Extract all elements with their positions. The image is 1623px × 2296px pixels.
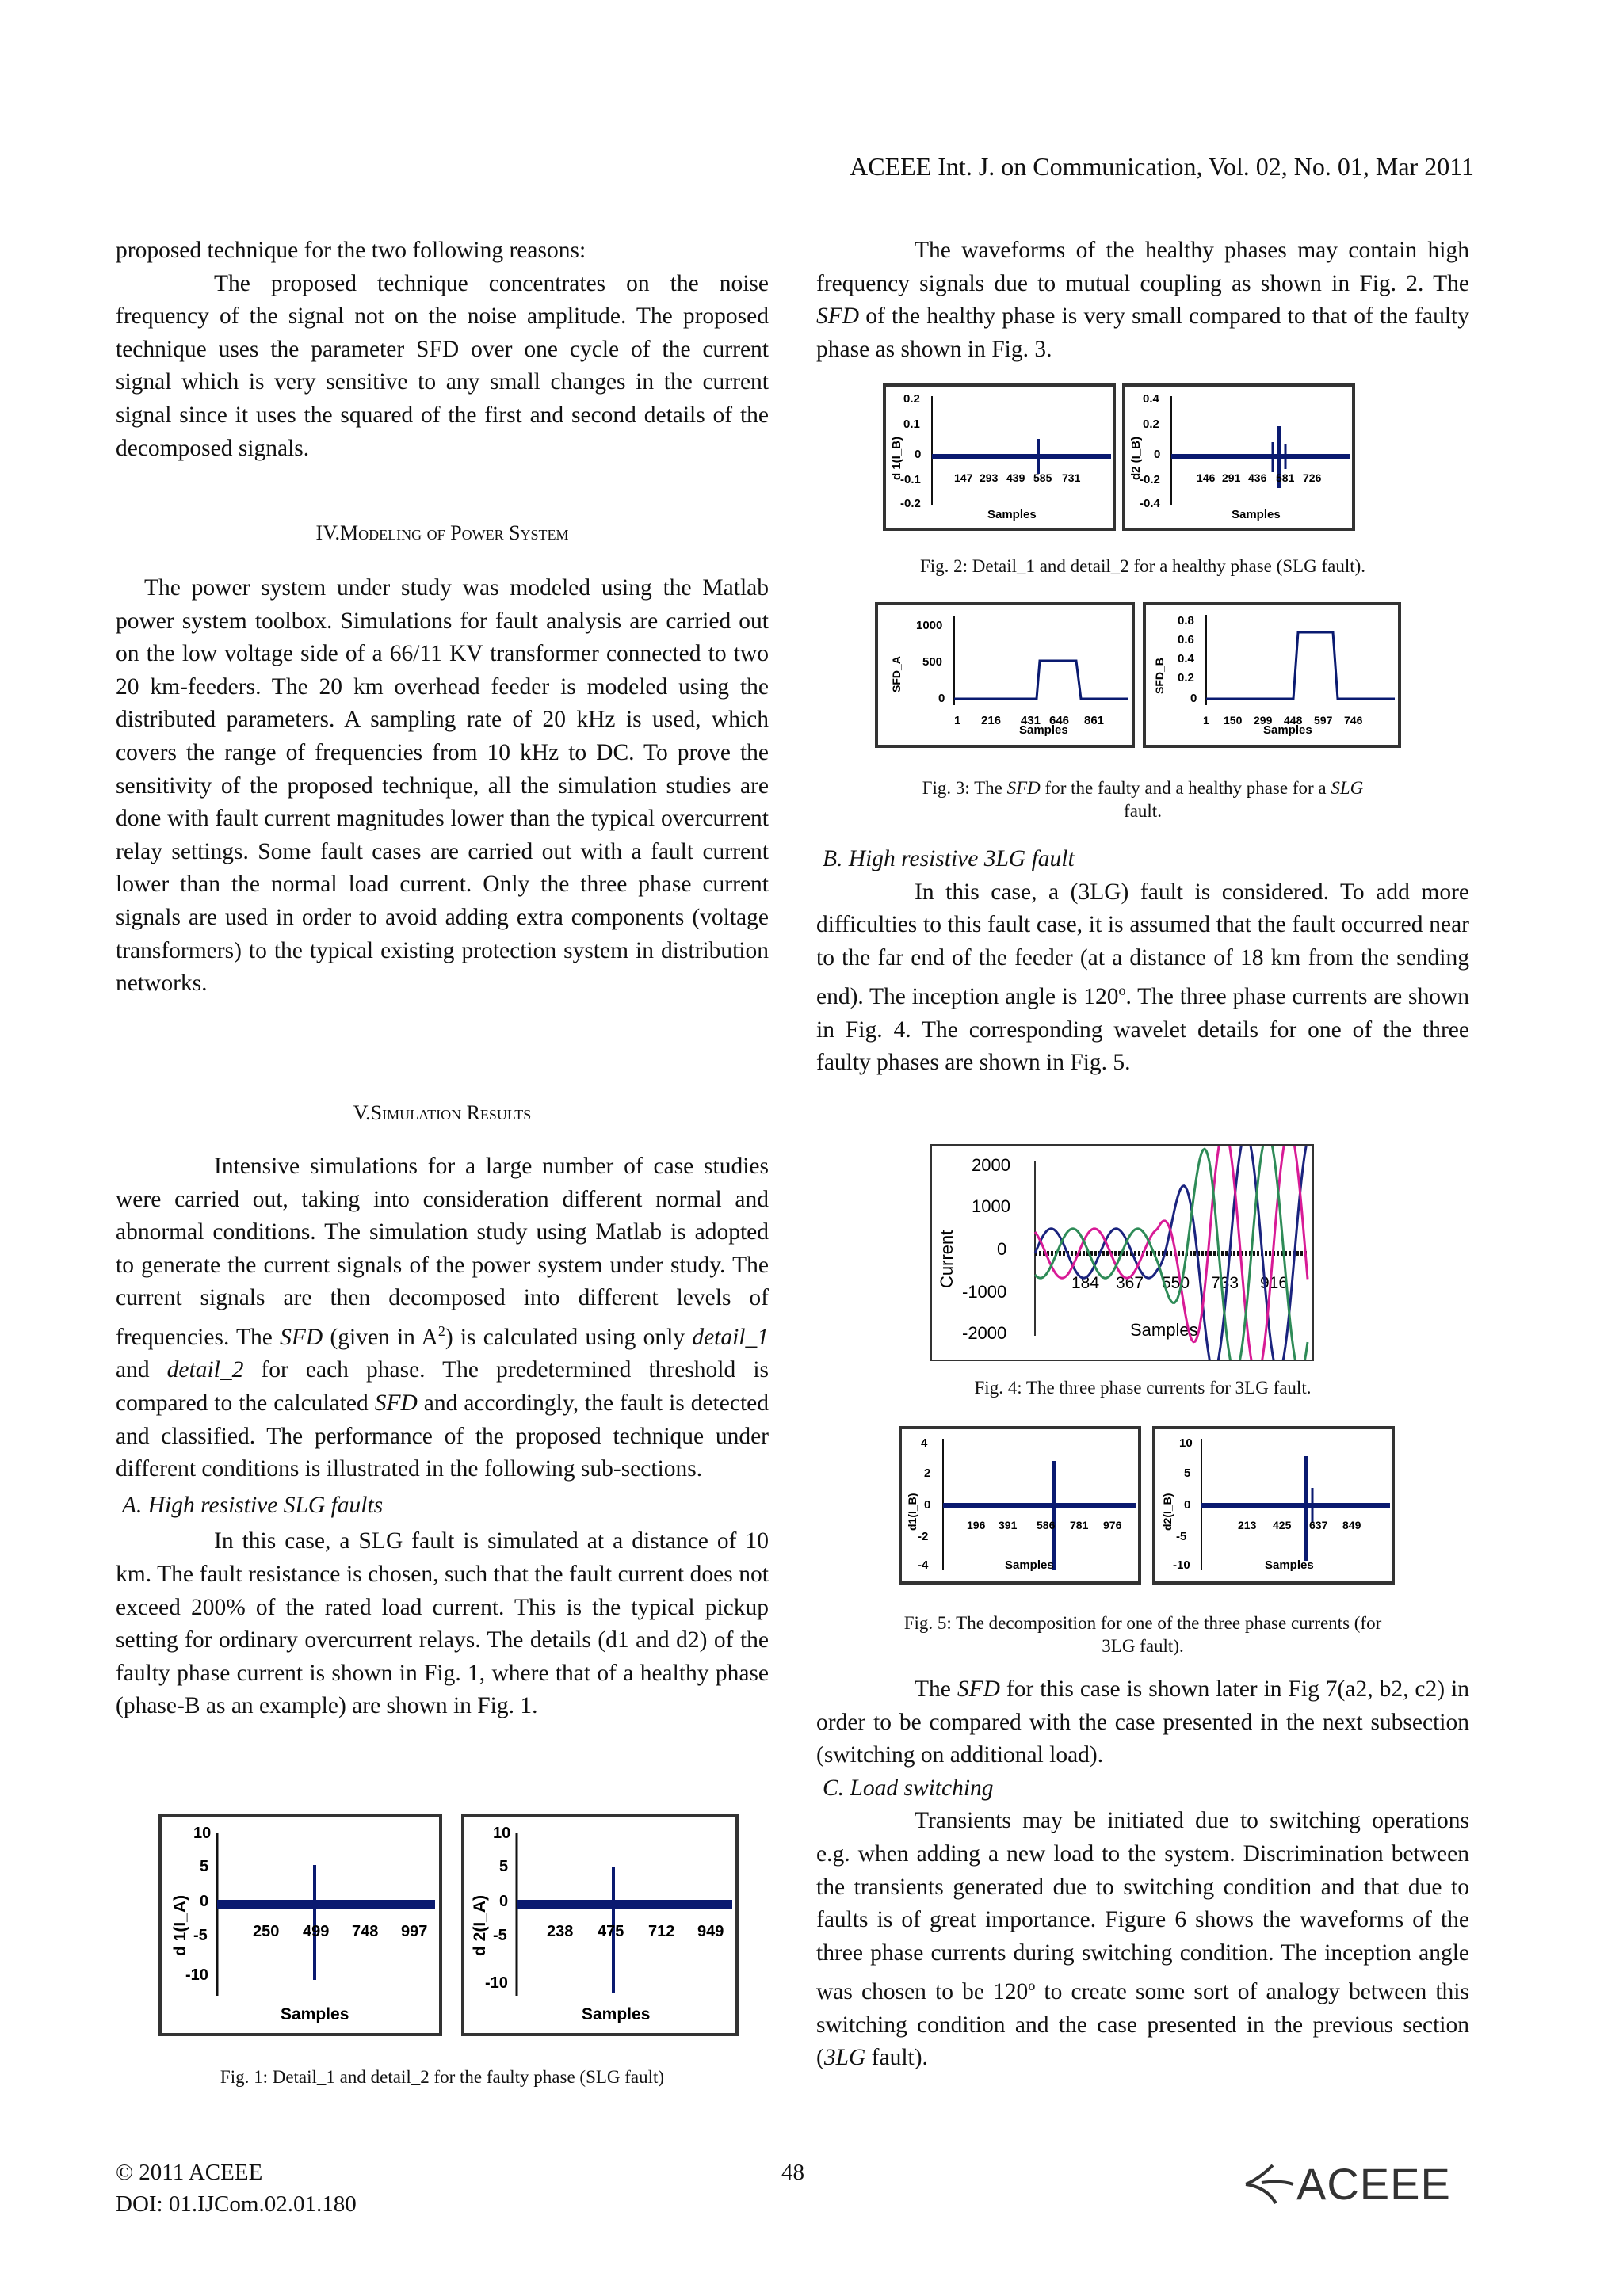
- fig1-caption: Fig. 1: Detail_1 and detail_2 for the faulty phase (SLG fault): [220, 2067, 665, 2087]
- fig4-plot: [932, 1146, 1312, 1360]
- svg-text:SFD_A: SFD_A: [890, 656, 903, 692]
- fig2a-plot: [886, 387, 1113, 528]
- svg-text:238: 238: [547, 1923, 574, 1940]
- fig1b-plot: [464, 1817, 735, 2033]
- svg-text:Samples: Samples: [1265, 1558, 1314, 1572]
- signal-trace: [1201, 1503, 1390, 1508]
- svg-text:0: 0: [499, 1893, 509, 1910]
- svg-text:-0.4: -0.4: [1140, 497, 1160, 510]
- svg-text:0.2: 0.2: [1178, 671, 1194, 685]
- svg-text:0.2: 0.2: [1143, 418, 1159, 431]
- svg-text:781: 781: [1070, 1519, 1089, 1531]
- left-column-block2: [116, 572, 769, 1001]
- svg-text:Samples: Samples: [987, 508, 1037, 521]
- svg-text:436: 436: [1248, 471, 1267, 484]
- xtick: 367: [1116, 1274, 1144, 1292]
- svg-text:861: 861: [1084, 714, 1105, 727]
- svg-text:d1(I_B): d1(I_B): [906, 1493, 918, 1531]
- fig2b-plot: [1125, 387, 1352, 528]
- fig1a-plot: [162, 1817, 439, 2033]
- svg-text:637: 637: [1309, 1519, 1328, 1531]
- fig3a-plot: [878, 605, 1132, 745]
- svg-text:10: 10: [1179, 1436, 1193, 1450]
- journal-header: ACEEE Int. J. on Communication, Vol. 02, No. 01, Mar 2011: [850, 152, 1474, 181]
- aceee-logo: [1241, 2160, 1451, 2207]
- fig5-caption: Fig. 5: The decomposition for one of the three phase currents (for 3LG fault).: [903, 1613, 1382, 1656]
- fig2-panel-b: [1122, 383, 1355, 531]
- svg-text:Samples: Samples: [281, 2005, 349, 2023]
- svg-text:746: 746: [1344, 714, 1363, 727]
- svg-text:SFD_B: SFD_B: [1153, 658, 1166, 694]
- fig1-panel-a: [158, 1814, 442, 2036]
- svg-text:10: 10: [193, 1825, 212, 1842]
- fig3-panel-a: [875, 602, 1135, 748]
- svg-text:d 1(I_A): d 1(I_A): [171, 1894, 189, 1956]
- svg-text:-10: -10: [485, 1974, 508, 1992]
- ytick: 2000: [972, 1155, 1010, 1175]
- svg-text:712: 712: [648, 1923, 675, 1940]
- svg-text:0.1: 0.1: [903, 418, 920, 431]
- svg-text:299: 299: [1254, 714, 1273, 727]
- x-axis-label: Samples: [1130, 1320, 1198, 1340]
- sfd-trace: [1206, 632, 1395, 699]
- svg-text:391: 391: [999, 1519, 1018, 1531]
- svg-text:0: 0: [1184, 1498, 1191, 1512]
- svg-text:0: 0: [1190, 692, 1197, 705]
- subsection-heading: C. Load switching: [823, 1775, 994, 1801]
- fig5b-plot: [1155, 1429, 1392, 1581]
- xtick: 184: [1071, 1274, 1100, 1292]
- svg-text:5: 5: [1184, 1466, 1191, 1480]
- right-column-block3: [816, 1673, 1469, 2075]
- svg-text:646: 646: [1049, 714, 1070, 727]
- svg-text:-5: -5: [493, 1927, 507, 1944]
- svg-text:0: 0: [200, 1893, 209, 1910]
- svg-text:Samples: Samples: [1019, 723, 1068, 737]
- right-column: [816, 235, 1469, 366]
- ytick: -1000: [962, 1282, 1007, 1302]
- fig3-panel-b: [1143, 602, 1401, 748]
- paragraph: The proposed technique concentrates on the noise frequency of the signal not on the noise amplitude. The proposed technique uses the parameter SFD over one cycle of the current signal which is very sensitive to any small changes in the current signal since it uses the squared of the first and second details of the decomposed signals.: [116, 270, 769, 461]
- svg-text:1: 1: [1203, 714, 1209, 727]
- svg-text:-10: -10: [185, 1966, 208, 1984]
- svg-text:500: 500: [922, 655, 943, 669]
- left-column-block3: [116, 1150, 769, 1723]
- signal-trace: [517, 1900, 732, 1909]
- paragraph: The SFD for this case is shown later in Fig 7(a2, b2, c2) in order to be compared with the case presented in the next subsection (switching on additional load).: [816, 1676, 1469, 1768]
- svg-text:748: 748: [352, 1923, 379, 1940]
- copyright: © 2011 ACEEE: [116, 2160, 263, 2185]
- svg-text:731: 731: [1062, 471, 1081, 484]
- paragraph: The waveforms of the healthy phases may contain high frequency signals due to mutual coupling as shown in Fig. 2. The SFD of the healthy phase is very small compared to that of the faulty phase as shown in Fig. 3.: [816, 238, 1469, 362]
- signal-trace: [217, 1900, 435, 1909]
- paragraph: proposed technique for the two following reasons:: [116, 238, 586, 263]
- svg-text:147: 147: [954, 471, 973, 484]
- paragraph: Intensive simulations for a large number of case studies were carried out, taking into consideration different normal and abnormal conditions. The simulation study using Matlab is adopted to generate the current signals of the power system under study. The current signals are then decomposed into different levels of frequencies. The SFD (given in $A^2$) is calculated using only detail_1 and detail_2 for each phase. The predetermined threshold is compared to the calculated SFD and accordingly, the fault is detected and classified. The performance of the proposed technique under different conditions is illustrated in the following sub-sections.: [116, 1154, 769, 1482]
- svg-text:-2: -2: [918, 1530, 929, 1543]
- svg-text:-5: -5: [1176, 1530, 1187, 1543]
- signal-trace: [1171, 454, 1350, 459]
- xtick: 550: [1162, 1274, 1190, 1292]
- svg-text:Samples: Samples: [1005, 1558, 1054, 1572]
- svg-text:250: 250: [253, 1923, 280, 1940]
- fig5-panel-b: [1152, 1426, 1395, 1585]
- signal-trace: [932, 454, 1111, 459]
- signal-trace: [943, 1503, 1136, 1508]
- svg-text:Samples: Samples: [1232, 508, 1281, 521]
- logo-text: ACEEE: [1296, 2158, 1451, 2209]
- svg-text:d2(I_B): d2(I_B): [1161, 1493, 1174, 1531]
- svg-text:0: 0: [938, 692, 945, 705]
- svg-text:146: 146: [1197, 471, 1216, 484]
- svg-text:-5: -5: [193, 1927, 208, 1944]
- ytick: 1000: [972, 1196, 1010, 1216]
- doi: DOI: 01.IJCom.02.01.180: [116, 2191, 357, 2217]
- subsection-heading: B. High resistive 3LG fault: [823, 846, 1075, 871]
- paragraph: In this case, a SLG fault is simulated at a distance of 10 km. The fault resistance is chosen, such that the fault current does not exceed 200% of the rated load current. This is the typical pickup setting for ordinary overcurrent relays. The details (d1 and d2) of the faulty phase current is shown in Fig. 1, where that of a healthy phase (phase-B as an example) are shown in Fig. 1.: [116, 1528, 769, 1719]
- svg-text:0.6: 0.6: [1178, 633, 1194, 646]
- svg-text:499: 499: [303, 1923, 330, 1940]
- left-column: [116, 235, 769, 465]
- svg-text:-4: -4: [918, 1558, 929, 1572]
- svg-text:d 2(I_A): d 2(I_A): [471, 1894, 489, 1956]
- paragraph: In this case, a (3LG) fault is considered. To add more difficulties to this fault case, it is assumed that the fault occurred near to the far end of the feeder (at a distance of 18 km from the sending end). The inception angle is 120$^o$. The three phase currents are shown in Fig. 4. The corresponding wavelet details for one of the three faulty phases are shown in Fig. 5.: [816, 879, 1469, 1076]
- y-axis-label: Current: [937, 1230, 957, 1288]
- page-number: 48: [781, 2160, 804, 2185]
- fig3b-plot: [1146, 605, 1398, 745]
- svg-text:585: 585: [1033, 471, 1052, 484]
- svg-text:196: 196: [967, 1519, 986, 1531]
- svg-text:293: 293: [980, 471, 999, 484]
- section-heading: IV.Modeling of Power System: [315, 521, 569, 544]
- svg-text:1000: 1000: [916, 619, 943, 632]
- svg-text:849: 849: [1342, 1519, 1361, 1531]
- svg-text:597: 597: [1314, 714, 1333, 727]
- subsection-heading: A. High resistive SLG faults: [122, 1492, 384, 1518]
- paragraph: The power system under study was modeled using the Matlab power system toolbox. Simulations for fault analysis are carried out on the low voltage side of a 66/11 KV transformer connected to two 20 km-feeders. The 20 km overhead feeder is modeled using the distributed parameters. A sampling rate of 20 kHz is used, which covers the range of frequencies from 10 kHz to DC. To prove the sensitivity of the proposed technique, all the simulation studies are done with fault current magnitudes lower than the typical overcurrent relay settings. Some fault cases are carried out with a fault current lower than the normal load current. Only the three phase current signals are used in order to avoid adding extra components (voltage transformers) to the typical existing protection system in distribution networks.: [116, 575, 769, 997]
- xtick: 733: [1211, 1274, 1239, 1292]
- svg-text:Samples: Samples: [1263, 723, 1312, 737]
- svg-text:291: 291: [1222, 471, 1241, 484]
- svg-text:-0.1: -0.1: [900, 473, 921, 486]
- svg-text:0.4: 0.4: [1143, 392, 1159, 406]
- svg-text:-0.2: -0.2: [900, 497, 921, 510]
- svg-text:0.8: 0.8: [1178, 614, 1194, 627]
- svg-text:5: 5: [499, 1858, 509, 1875]
- ytick: 0: [997, 1239, 1007, 1259]
- fig4-caption: Fig. 4: The three phase currents for 3LG fault.: [974, 1378, 1312, 1398]
- right-column-block2: [816, 843, 1469, 1080]
- svg-text:-0.2: -0.2: [1140, 473, 1160, 486]
- svg-text:425: 425: [1273, 1519, 1292, 1531]
- svg-text:726: 726: [1303, 471, 1322, 484]
- logo-mark-icon: [1241, 2162, 1296, 2205]
- svg-text:581: 581: [1276, 471, 1295, 484]
- svg-text:431: 431: [1021, 714, 1041, 727]
- svg-text:976: 976: [1103, 1519, 1122, 1531]
- svg-text:475: 475: [598, 1923, 624, 1940]
- svg-text:997: 997: [401, 1923, 428, 1940]
- svg-text:439: 439: [1006, 471, 1025, 484]
- fig2-panel-a: [883, 383, 1116, 531]
- svg-text:949: 949: [697, 1923, 724, 1940]
- svg-text:448: 448: [1284, 714, 1303, 727]
- svg-text:0: 0: [1154, 448, 1161, 461]
- paragraph: Transients may be initiated due to switching operations e.g. when adding a new load to the system. Discrimination between the transients generated due to switching condition and that due to faults is of great importance. Figure 6 shows the waveforms of the three phase currents during switching condition. The inception angle was chosen to be 120$^o$ to create some sort of analogy between this switching condition and the case presented in the previous section (3LG fault).: [816, 1808, 1469, 2071]
- svg-text:4: 4: [921, 1436, 928, 1450]
- svg-text:d2 (I_B): d2 (I_B): [1129, 436, 1143, 480]
- fig5-panel-a: [899, 1426, 1141, 1585]
- fig3-caption: Fig. 3: The SFD for the faulty and a healthy phase for a SLG fault.: [922, 778, 1364, 821]
- fig1-panel-b: [461, 1814, 739, 2036]
- fig5a-plot: [902, 1429, 1138, 1581]
- svg-text:Samples: Samples: [582, 2005, 651, 2023]
- svg-text:10: 10: [493, 1825, 511, 1842]
- svg-text:2: 2: [924, 1466, 931, 1480]
- svg-text:586: 586: [1037, 1519, 1056, 1531]
- fig2-caption: Fig. 2: Detail_1 and detail_2 for a healthy phase (SLG fault).: [919, 556, 1366, 576]
- svg-text:150: 150: [1224, 714, 1243, 727]
- fig4-chart: [930, 1144, 1314, 1361]
- svg-text:1: 1: [954, 714, 961, 727]
- svg-text:0: 0: [924, 1498, 931, 1512]
- sfd-trace: [954, 661, 1128, 699]
- xtick: 916: [1260, 1274, 1289, 1292]
- svg-text:0.2: 0.2: [903, 392, 920, 406]
- section-heading: V.Simulation Results: [353, 1101, 532, 1124]
- ytick: -2000: [962, 1323, 1007, 1343]
- svg-text:213: 213: [1238, 1519, 1257, 1531]
- svg-text:d 1(I_B): d 1(I_B): [890, 436, 903, 480]
- svg-text:216: 216: [981, 714, 1002, 727]
- svg-text:0.4: 0.4: [1178, 652, 1194, 666]
- svg-text:0: 0: [915, 448, 922, 461]
- svg-text:-10: -10: [1173, 1558, 1190, 1572]
- svg-text:5: 5: [200, 1858, 209, 1875]
